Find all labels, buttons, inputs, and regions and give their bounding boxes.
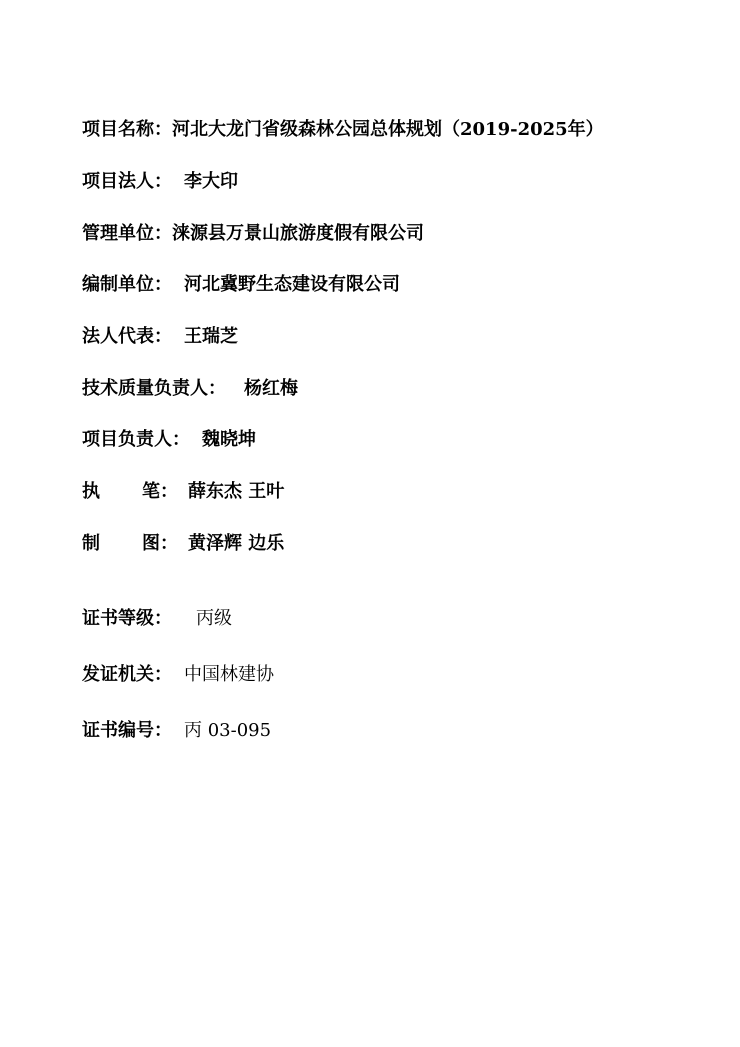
field-project-legal-person [82,170,238,194]
field-label: 发证机关： [82,664,172,685]
field-value: 魏晓坤 [202,429,256,450]
field-value: 黄泽辉 边乐 [188,533,285,554]
field-value: 丙 03-095 [184,720,272,741]
field-label: 编制单位： [82,274,172,295]
field-label-char1: 制 [82,533,100,554]
field-project-lead [82,428,256,452]
field-cartographers [82,532,284,556]
field-label: 法人代表： [82,326,172,347]
field-label-char2: 笔： [142,481,178,502]
field-value: 中国林建协 [184,664,274,685]
field-value: 河北大龙门省级森林公园总体规划（2019-2025年） [172,119,604,140]
field-management-unit [82,222,424,246]
field-value: 河北冀野生态建设有限公司 [184,274,400,295]
field-label: 证书编号： [82,720,172,741]
field-label: 项目负责人： [82,429,190,450]
field-label: 项目法人： [82,171,172,192]
field-value: 丙级 [196,608,232,629]
field-certificate-number [82,719,271,743]
field-label: 管理单位： [82,223,172,244]
field-project-name [82,118,604,142]
field-value: 王瑞芝 [184,326,238,347]
field-certificate-grade [82,607,232,631]
field-label-char1: 执 [82,481,100,502]
field-writers [82,480,284,504]
field-value: 涞源县万景山旅游度假有限公司 [172,223,424,244]
field-issuing-authority [82,663,274,687]
field-legal-representative [82,325,238,349]
field-label-char2: 图： [142,533,178,554]
field-label: 技术质量负责人： [82,378,226,399]
field-label: 证书等级： [82,608,172,629]
field-technical-quality-lead [82,377,298,401]
field-value: 杨红梅 [244,378,298,399]
field-value: 李大印 [184,171,238,192]
field-value: 薛东杰 王叶 [188,481,285,502]
field-label: 项目名称： [82,119,172,140]
field-compiling-unit [82,273,400,297]
